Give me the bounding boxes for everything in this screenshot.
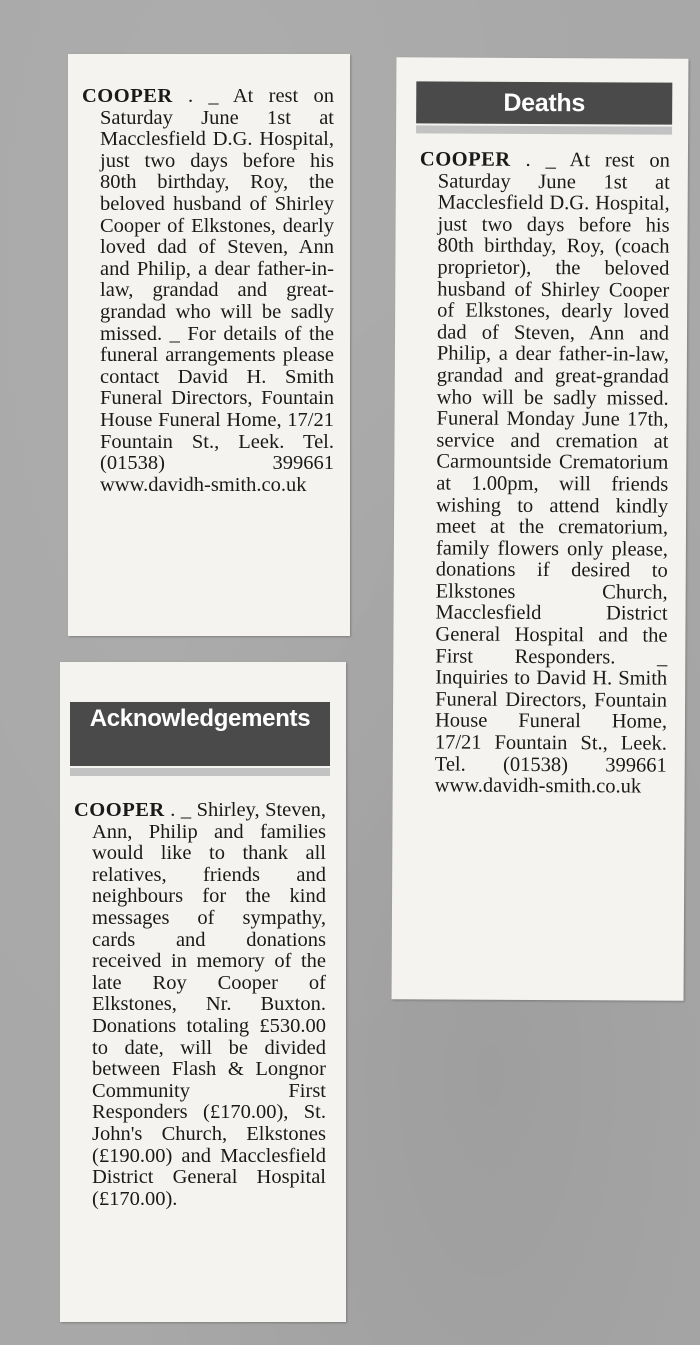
clipping-funeral-notice: [68, 54, 350, 636]
deaths-heading-rule: [416, 125, 672, 134]
clipping-acknowledgements: [60, 662, 346, 1322]
deaths-surname: COOPER: [419, 148, 511, 171]
deaths-heading: Deaths: [416, 81, 672, 124]
deaths-text: . _ At rest on Saturday June 1st at Macclesfield D.G. Hospital, just two days before his 80th birthday, Roy, (coach proprietor), the beloved husband of Shirley Cooper of Elkstones, dearly loved dad of Steven, Ann and Philip, a dear father-in-law, grandad and great-grandad who will be sadly missed. Funeral Monday June 17th, service and cremation at Carmountside Crematorium at 1.00pm, will friends wishing to attend kindly meet at the crematorium, family flowers only please, donations if desired to Elkstones Church, Macclesfield District General Hospital and the First Responders. _ Inquiries to David H. Smith Funeral Directors, Fountain House Funeral Home, 17/21 Fountain St., Leek. Tel. (01538) 399661 www.davidh-smith.co.uk: [434, 148, 670, 798]
acknowledgements-heading-rule: [70, 768, 330, 776]
acknowledgements-text: . _ Shirley, Steven, Ann, Philip and families would like to thank all relatives, friends and neighbours for the kind messages of sympathy, cards and donations received in memory of the late Roy Cooper of Elkstones, Nr. Buxton. Donations totaling £530.00 to date, will be divided between Flash & Longnor Community First Responders (£170.00), St. John's Church, Elkstones (£190.00) and Macclesfield District General Hospital (£170.00).: [92, 799, 326, 1210]
clipping-deaths: [392, 57, 689, 1001]
acknowledgements-heading: [70, 702, 330, 766]
notice-text: . _ At rest on Saturday June 1st at Macclesfield D.G. Hospital, just two days before his 80th birthday, Roy, the beloved husband of Shirley Cooper of Elkstones, dearly loved dad of Steven, Ann and Philip, a dear father-in-law, grandad and great-grandad who will be sadly missed. _ For details of the funeral arrangements please contact David H. Smith Funeral Directors, Fountain House Funeral Home, 17/21 Fountain St., Leek. Tel. (01538) 399661 www.davidh-smith.co.uk: [100, 85, 335, 496]
notice-body: [82, 86, 334, 496]
notice-surname: COOPER: [82, 85, 173, 107]
acknowledgements-heading-text: Acknowledgements: [89, 705, 311, 732]
acknowledgements-surname: COOPER: [74, 799, 165, 821]
deaths-body: [417, 149, 670, 798]
acknowledgements-body: [74, 800, 326, 1210]
